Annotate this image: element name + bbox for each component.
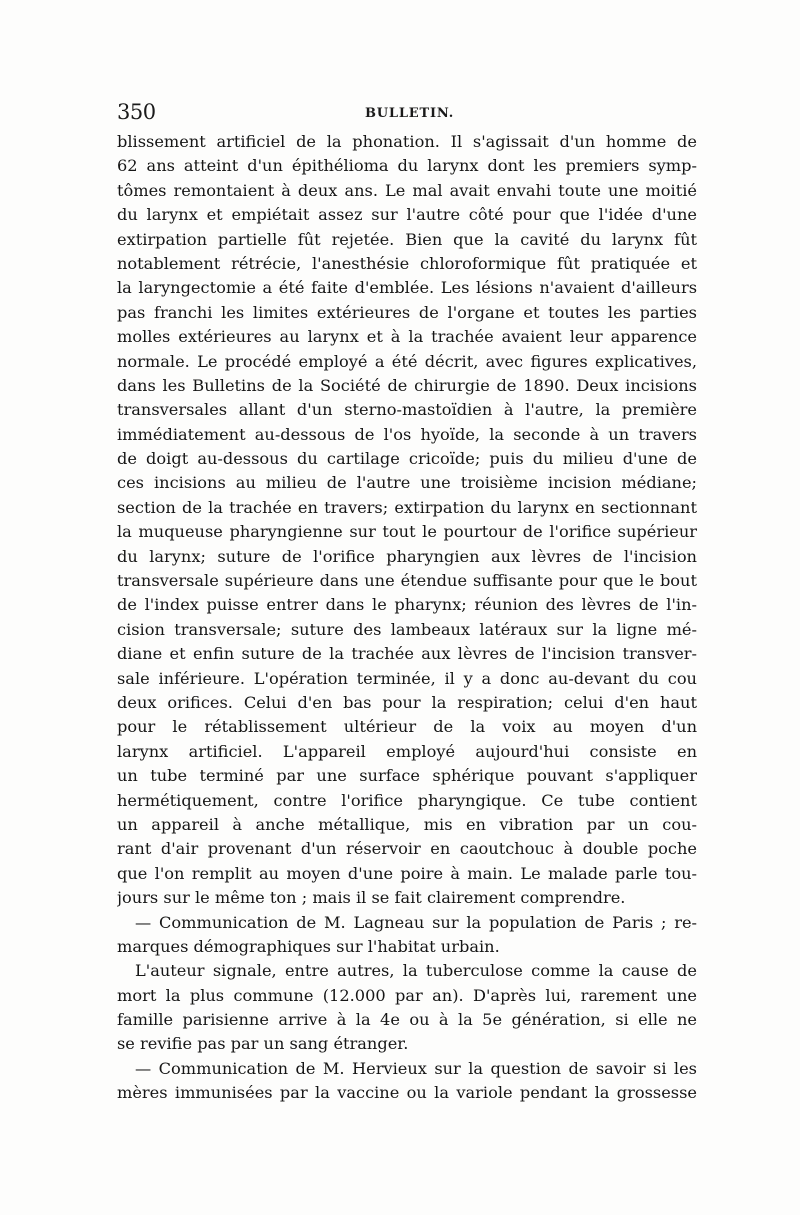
text-line: famille parisienne arrive à la 4e ou à la 5e génération, si elle ne [117,1010,697,1030]
text-line: jours sur le même ton ; mais il se fait clairement comprendre. [117,888,626,908]
text-line: ces incisions au milieu de l'autre une troisième incision médiane; [117,473,697,493]
page-number: 350 [117,100,156,124]
text-line: blissement artificiel de la phonation. Il s'agissait d'un homme de [117,132,697,151]
text-line: transversales allant d'un sterno-mastoïdien à l'autre, la première [117,400,697,420]
text-line: — Communication de M. Hervieux sur la question de savoir si les [135,1058,697,1078]
text-line: dans les Bulletins de la Société de chirurgie de 1890. Deux incisions [117,375,697,395]
text-line: un tube terminé par une surface sphérique pouvant s'appliquer [117,766,697,786]
text-line: la muqueuse pharyngienne sur tout le pourtour de l'orifice supérieur [117,522,697,542]
text-line: diane et enfin suture de la trachée aux lèvres de l'incision transver- [117,644,697,664]
text-line: du larynx; suture de l'orifice pharyngien aux lèvres de l'incision [117,546,697,566]
text-line: se revifie pas par un sang étranger. [117,1034,409,1054]
text-line: deux orifices. Celui d'en bas pour la respiration; celui d'en haut [117,692,697,712]
text-line: de l'index puisse entrer dans le pharynx; réunion des lèvres de l'in- [117,595,697,615]
text-line: tômes remontaient à deux ans. Le mal avait envahi toute une moitié [117,180,697,200]
text-line: sale inférieure. L'opération terminée, il y a donc au-devant du cou [117,668,697,688]
text-line: pour le rétablissement ultérieur de la voix au moyen d'un [117,717,697,737]
text-line: — Communication de M. Lagneau sur la population de Paris ; re- [135,912,697,932]
text-line: L'auteur signale, entre autres, la tuberculose comme la cause de [135,961,697,981]
text-line: que l'on remplit au moyen d'une poire à main. Le malade parle tou- [117,863,697,883]
text-line: molles extérieures au larynx et à la trachée avaient leur apparence [117,327,697,347]
page-header [117,100,697,126]
text-line: mort la plus commune (12.000 par an). D'après lui, rarement une [117,985,697,1005]
text-line: notablement rétrécie, l'anesthésie chloroformique fût pratiquée et [117,253,697,273]
text-line: normale. Le procédé employé a été décrit, avec figures explicatives, [117,351,697,371]
text-line: section de la trachée en travers; extirpation du larynx en sectionnant [117,497,697,517]
text-line: rant d'air provenant d'un réservoir en caoutchouc à double poche [117,839,697,859]
text-line: de doigt au-dessous du cartilage cricoïde; puis du milieu d'une de [117,449,697,469]
text-line: extirpation partielle fût rejetée. Bien que la cavité du larynx fût [117,229,697,249]
text-line: hermétiquement, contre l'orifice pharyngique. Ce tube contient [117,790,697,810]
text-line: la laryngectomie a été faite d'emblée. Les lésions n'avaient d'ailleurs [117,278,697,298]
text-line: cision transversale; suture des lambeaux latéraux sur la ligne mé- [117,619,697,639]
text-line: transversale supérieure dans une étendue suffisante pour que le bout [117,571,697,591]
text-line: un appareil à anche métallique, mis en vibration par un cou- [117,814,697,834]
text-line: mères immunisées par la vaccine ou la variole pendant la grossesse [117,1083,697,1103]
body-text [117,130,697,1106]
text-line: pas franchi les limites extérieures de l'organe et toutes les parties [117,302,697,322]
text-line: larynx artificiel. L'appareil employé aujourd'hui consiste en [117,741,697,761]
text-line: immédiatement au-dessous de l'os hyoïde, la seconde à un travers [117,424,697,444]
running-head: BULLETIN. [365,106,455,121]
text-line: du larynx et empiétait assez sur l'autre côté pour que l'idée d'une [117,205,697,225]
text-line: 62 ans atteint d'un épithélioma du larynx dont les premiers symp- [117,156,697,176]
text-line: marques démographiques sur l'habitat urbain. [117,936,500,956]
